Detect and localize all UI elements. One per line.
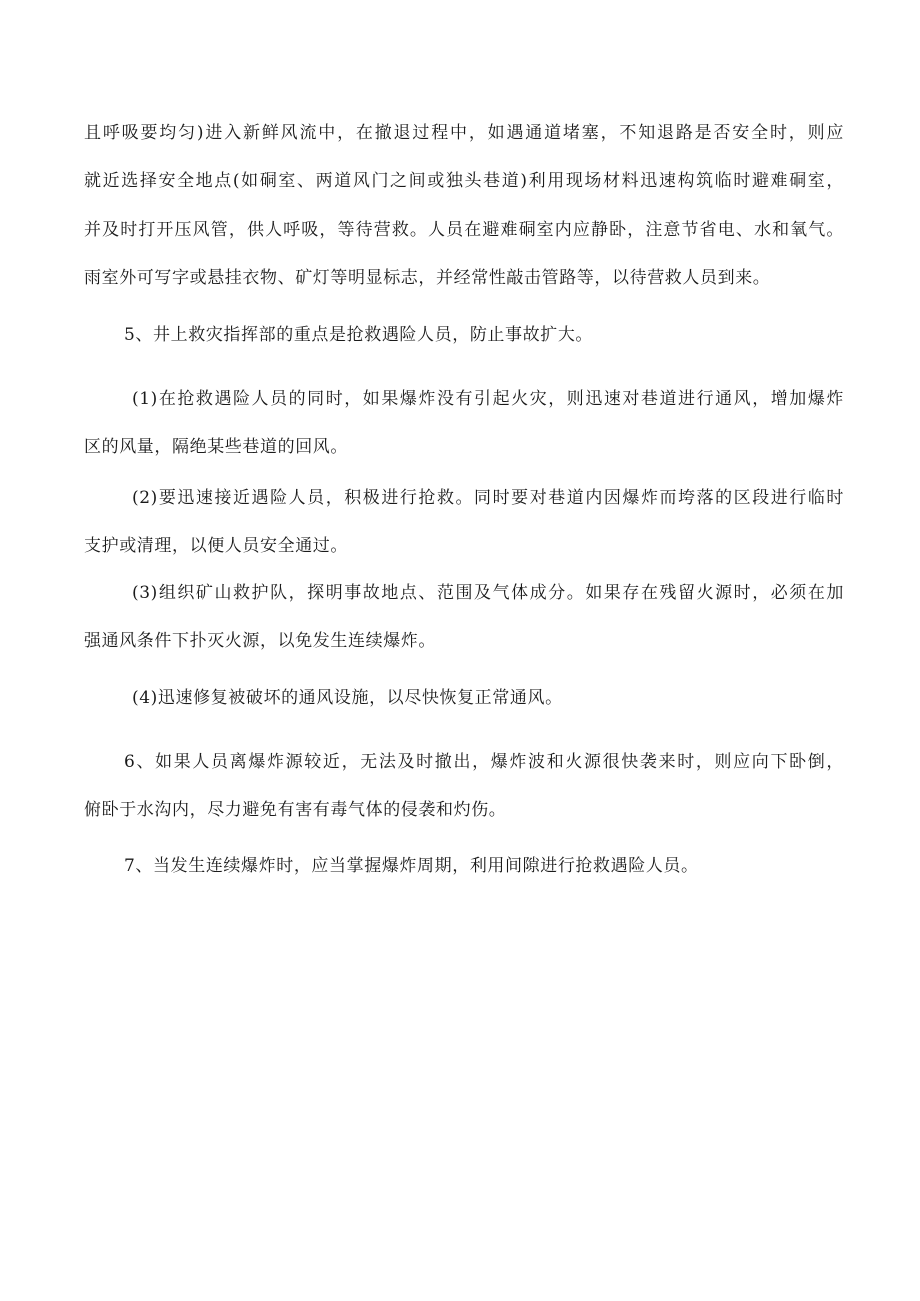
text-line: (4)迅速修复被破坏的通风设施，以尽快恢复正常通风。 <box>132 688 563 708</box>
text-line: 6、如果人员离爆炸源较近，无法及时撤出，爆炸波和火源很快袭来时，则应向下卧倒， <box>124 752 844 772</box>
text-line: (1)在抢救遇险人员的同时，如果爆炸没有引起火灾，则迅速对巷道进行通风，增加爆炸 <box>132 389 844 409</box>
text-line: 且呼吸要均匀)进入新鲜风流中，在撤退过程中，如遇通道堵塞，不知退路是否安全时，则应 <box>84 123 844 143</box>
text-line: (2)要迅速接近遇险人员，积极进行抢救。同时要对巷道内因爆炸而垮落的区段进行临时 <box>132 488 844 508</box>
text-line: 区的风量，隔绝某些巷道的回风。 <box>84 437 348 457</box>
text-line: 就近选择安全地点(如硐室、两道风门之间或独头巷道)利用现场材料迅速构筑临时避难硐室， <box>84 171 844 191</box>
text-line: 并及时打开压风管，供人呼吸，等待营救。人员在避难硐室内应静卧，注意节省电、水和氧气。 <box>84 220 844 240</box>
text-line: 强通风条件下扑灭火源，以免发生连续爆炸。 <box>84 631 436 651</box>
text-line: 5、井上救灾指挥部的重点是抢救遇险人员，防止事故扩大。 <box>124 325 594 345</box>
text-line: 支护或清理，以便人员安全通过。 <box>84 536 348 556</box>
text-line: 俯卧于水沟内，尽力避免有害有毒气体的侵袭和灼伤。 <box>84 800 507 820</box>
text-line: 雨室外可写字或悬挂衣物、矿灯等明显标志，并经常性敲击管路等，以待营救人员到来。 <box>84 268 771 288</box>
text-line: 7、当发生连续爆炸时，应当掌握爆炸周期，利用间隙进行抢救遇险人员。 <box>124 856 699 876</box>
text-line: (3)组织矿山救护队，探明事故地点、范围及气体成分。如果存在残留火源时，必须在加 <box>132 583 844 603</box>
